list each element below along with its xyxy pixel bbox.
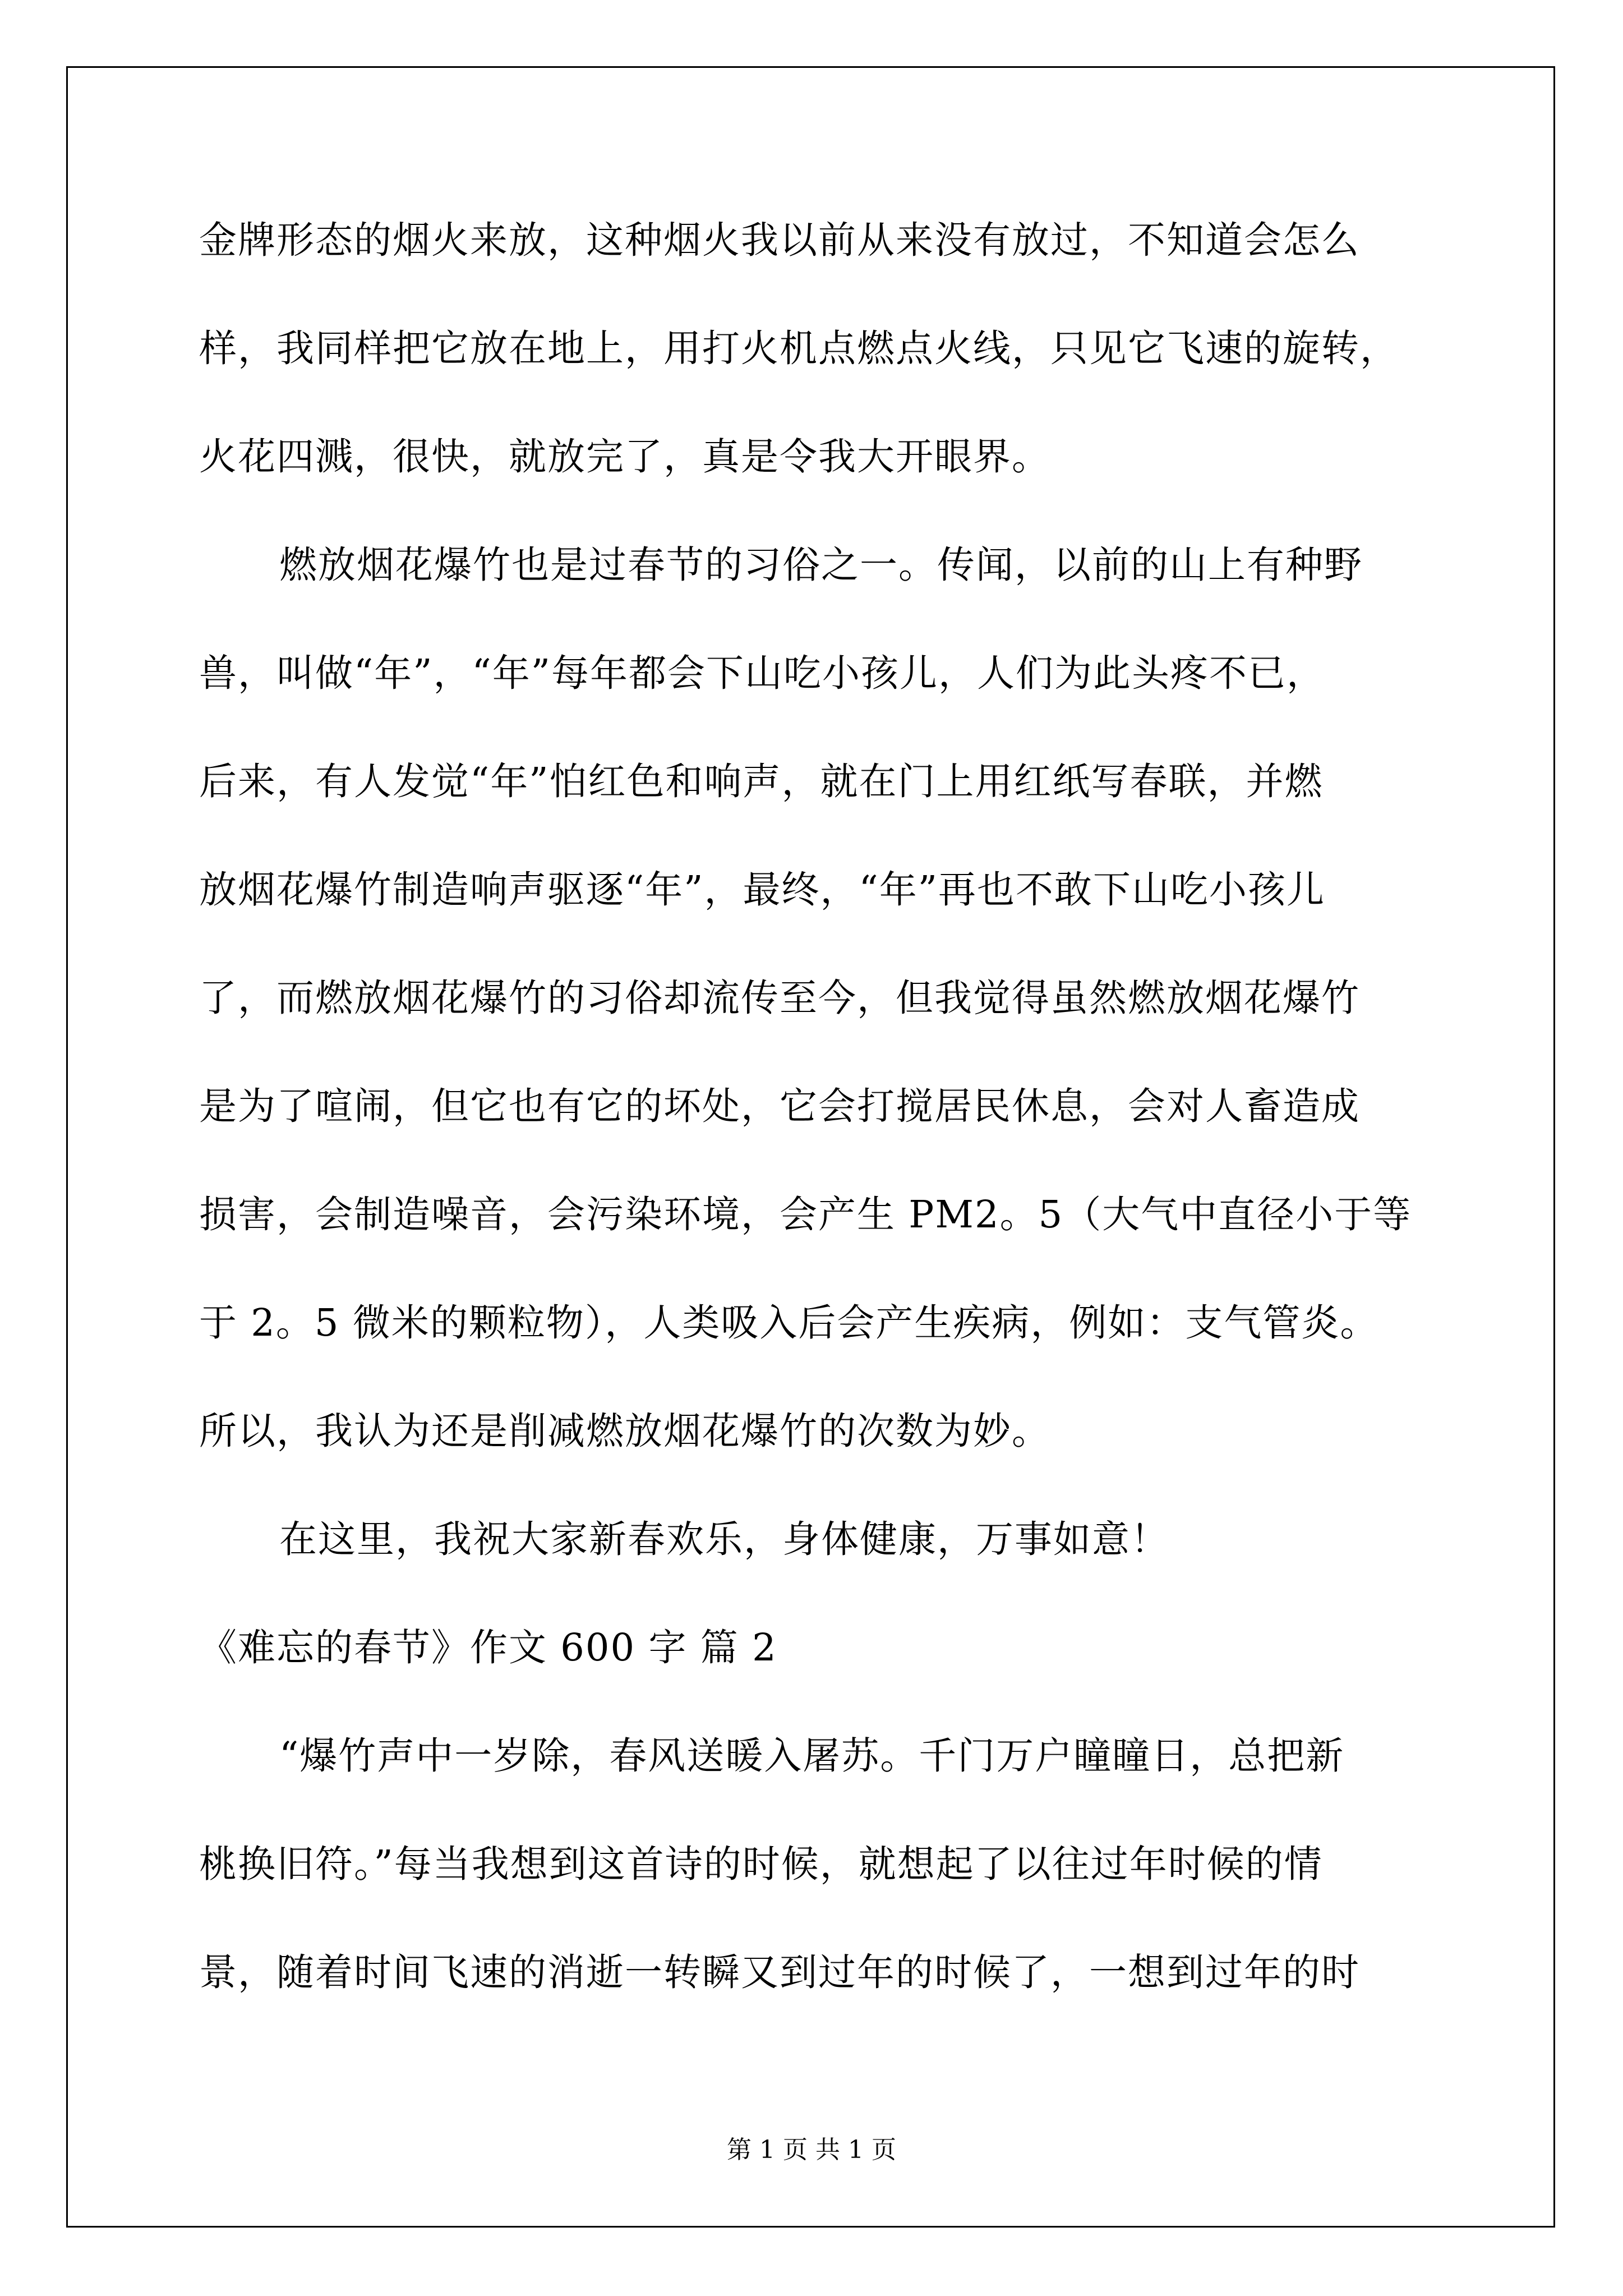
page-border (66, 66, 1555, 2228)
text-line: “爆竹声中一岁除，春风送暖入屠苏。千门万户瞳瞳日，总把新 (279, 1734, 1345, 1778)
text-line: 燃放烟花爆竹也是过春节的习俗之一。传闻，以前的山上有种野 (279, 543, 1363, 587)
text-line: 桃换旧符。”每当我想到这首诗的时候，就想起了以往过年时候的情 (199, 1842, 1323, 1886)
text-line: 后来，有人发觉“年”怕红色和响声，就在门上用红纸写春联，并燃 (199, 760, 1324, 803)
text-line: 了，而燃放烟花爆竹的习俗却流传至今，但我觉得虽然燃放烟花爆竹 (199, 976, 1360, 1020)
section-heading: 《难忘的春节》作文 600 字 篇 2 (199, 1626, 777, 1669)
text-line: 是为了喧闹，但它也有它的坏处，它会打搅居民休息，会对人畜造成 (199, 1084, 1360, 1128)
page-footer: 第 1 页 共 1 页 (727, 2136, 896, 2164)
text-line: 放烟花爆竹制造响声驱逐“年”，最终，“年”再也不敢下山吃小孩儿 (199, 868, 1326, 912)
text-line: 于 2。5 微米的颗粒物），人类吸入后会产生疾病，例如：支气管炎。 (199, 1301, 1379, 1345)
text-line: 所以，我认为还是削减燃放烟花爆竹的次数为妙。 (199, 1409, 1050, 1453)
text-line: 金牌形态的烟火来放，这种烟火我以前从来没有放过，不知道会怎么 (199, 218, 1360, 262)
text-line: 火花四溅，很快，就放完了，真是令我大开眼界。 (199, 435, 1050, 478)
text-line: 兽，叫做“年”，“年”每年都会下山吃小孩儿，人们为此头疼不已， (199, 651, 1326, 695)
text-line: 样，我同样把它放在地上，用打火机点燃点火线，只见它飞速的旋转， (199, 326, 1399, 370)
text-line: 损害，会制造噪音，会污染环境，会产生 PM2。5（大气中直径小于等 (199, 1193, 1412, 1236)
text-line: 景，随着时间飞速的消逝一转瞬又到过年的时候了，一想到过年的时 (199, 1950, 1360, 1994)
text-line: 在这里，我祝大家新春欢乐，身体健康，万事如意！ (279, 1517, 1169, 1561)
